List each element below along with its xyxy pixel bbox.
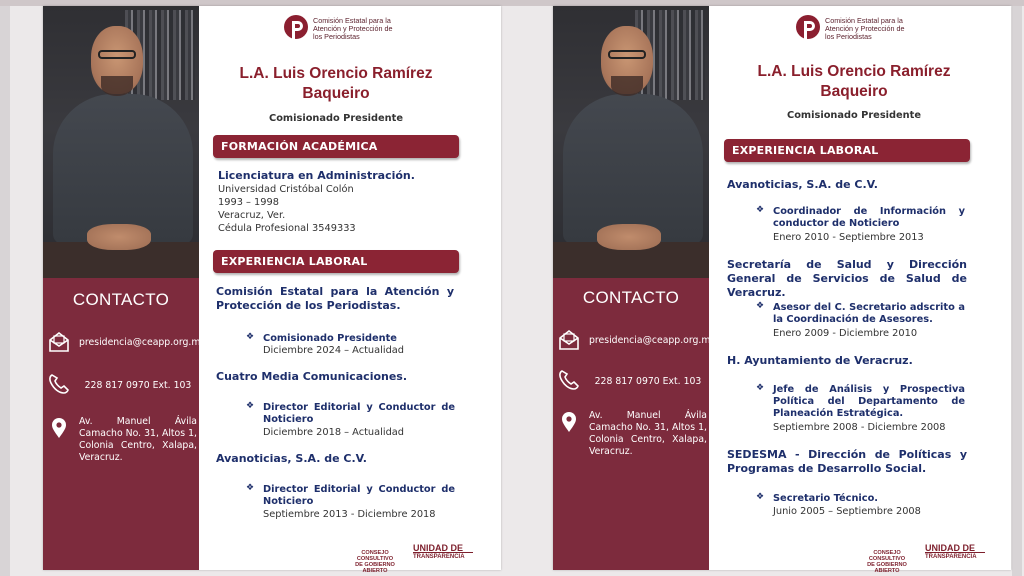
job-org: Avanoticias, S.A. de C.V. [727, 178, 878, 191]
sidebar [553, 6, 716, 570]
right-edge [1012, 6, 1022, 576]
consejo-logo: CONSEJO CONSULTIVO DE GOBIERNO ABIERTO [355, 550, 395, 574]
phone-text[interactable]: 228 817 0970 Ext. 103 [594, 376, 702, 387]
job-role: Director Editorial y Conductor de Noticiero [263, 402, 455, 425]
bullet-diamond-icon: ❖ [246, 332, 255, 342]
job-role: Jefe de Análisis y Prospectiva Política del Departamento de Planeación Estratégica. [773, 384, 965, 419]
job-dates: Septiembre 2008 - Diciembre 2008 [773, 422, 946, 433]
job-org: Cuatro Media Comunicaciones. [216, 370, 408, 383]
email-icon [557, 328, 581, 352]
address-text: Av. Manuel Ávila Camacho No. 31, Altos 1, Colonia Centro, Xalapa, Veracruz. [79, 416, 197, 463]
job-role: Secretario Técnico. [773, 493, 879, 504]
person-title: Comisionado Presidente [787, 110, 921, 121]
email-text[interactable]: presidencia@ceapp.org.mx [589, 335, 716, 346]
consejo-logo: CONSEJO CONSULTIVO DE GOBIERNO ABIERTO [867, 550, 907, 574]
contact-title: CONTACTO [582, 288, 680, 307]
bullet-diamond-icon: ❖ [246, 483, 255, 493]
sidebar [43, 6, 206, 570]
person-title: Comisionado Presidente [269, 113, 403, 124]
job-dates: Diciembre 2024 – Actualidad [263, 345, 405, 356]
bullet-diamond-icon: ❖ [756, 383, 765, 393]
school: Universidad Cristóbal Colón [218, 184, 354, 195]
ceapp-logo: Comisión Estatal para la Atención y Protección de los Periodistas [795, 14, 945, 50]
job-dates: Septiembre 2013 - Diciembre 2018 [263, 509, 436, 520]
job-role: Coordinador de Información y conductor de Noticiero [773, 206, 965, 229]
phone-icon [47, 372, 71, 396]
person-name: L.A. Luis Orencio Ramírez Baqueiro [757, 63, 951, 100]
phone-text[interactable]: 228 817 0970 Ext. 103 [84, 380, 192, 391]
footer-logos [343, 542, 493, 574]
job-role: Director Editorial y Conductor de Noticiero [263, 484, 455, 507]
email-text[interactable]: presidencia@ceapp.org.mx [79, 337, 206, 348]
contact-title: CONTACTO [72, 290, 170, 309]
portrait-photo [43, 6, 199, 278]
unidad-transparencia-logo: UNIDAD DE TRANSPARENCIA [413, 544, 473, 561]
degree: Licenciatura en Administración. [218, 169, 415, 182]
city: Veracruz, Ver. [218, 210, 286, 221]
section-header-experience: EXPERIENCIA LABORAL [724, 139, 970, 162]
job-dates: Junio 2005 – Septiembre 2008 [773, 506, 921, 517]
job-org: H. Ayuntamiento de Veracruz. [727, 354, 913, 367]
job-role: Asesor del C. Secretario adscrito a la Coordinación de Asesores. [773, 302, 965, 325]
years: 1993 – 1998 [218, 197, 279, 208]
portrait-photo [553, 6, 709, 278]
job-role: Comisionado Presidente [263, 333, 397, 344]
main-column [199, 6, 501, 574]
cv-page-1 [43, 6, 501, 574]
phone-icon [557, 368, 581, 392]
bullet-diamond-icon: ❖ [756, 492, 765, 502]
bullet-diamond-icon: ❖ [756, 205, 765, 215]
job-org: SEDESMA - Dirección de Políticas y Programas de Desarrollo Social. [727, 448, 967, 475]
address-text: Av. Manuel Ávila Camacho No. 31, Altos 1, Colonia Centro, Xalapa, Veracruz. [589, 410, 707, 457]
bullet-diamond-icon: ❖ [756, 301, 765, 311]
unidad-transparencia-logo: UNIDAD DE TRANSPARENCIA [925, 544, 985, 561]
license: Cédula Profesional 3549333 [218, 223, 356, 234]
footer-logos [855, 542, 1005, 574]
location-pin-icon [47, 416, 71, 440]
bullet-diamond-icon: ❖ [246, 401, 255, 411]
ceapp-logo: Comisión Estatal para la Atención y Protección de los Periodistas [283, 14, 433, 50]
location-pin-icon [557, 410, 581, 434]
cv-page-2 [553, 6, 1011, 574]
section-header-education: FORMACIÓN ACADÉMICA [213, 135, 459, 158]
job-dates: Enero 2009 - Diciembre 2010 [773, 328, 918, 339]
person-name: L.A. Luis Orencio Ramírez Baqueiro [239, 65, 433, 102]
job-org: Comisión Estatal para la Atención y Protección de los Periodistas. [216, 285, 454, 312]
section-header-experience: EXPERIENCIA LABORAL [213, 250, 459, 273]
ceapp-logo-icon [283, 14, 309, 50]
job-dates: Enero 2010 - Septiembre 2013 [773, 232, 924, 243]
main-column [709, 6, 1011, 574]
left-edge [0, 6, 10, 576]
email-icon [47, 330, 71, 354]
job-org: Secretaría de Salud y Dirección General de Servicios de Salud de Veracruz. [727, 258, 967, 299]
job-org: Avanoticias, S.A. de C.V. [216, 452, 367, 465]
ceapp-logo-icon [795, 14, 821, 50]
job-dates: Diciembre 2018 – Actualidad [263, 427, 405, 438]
